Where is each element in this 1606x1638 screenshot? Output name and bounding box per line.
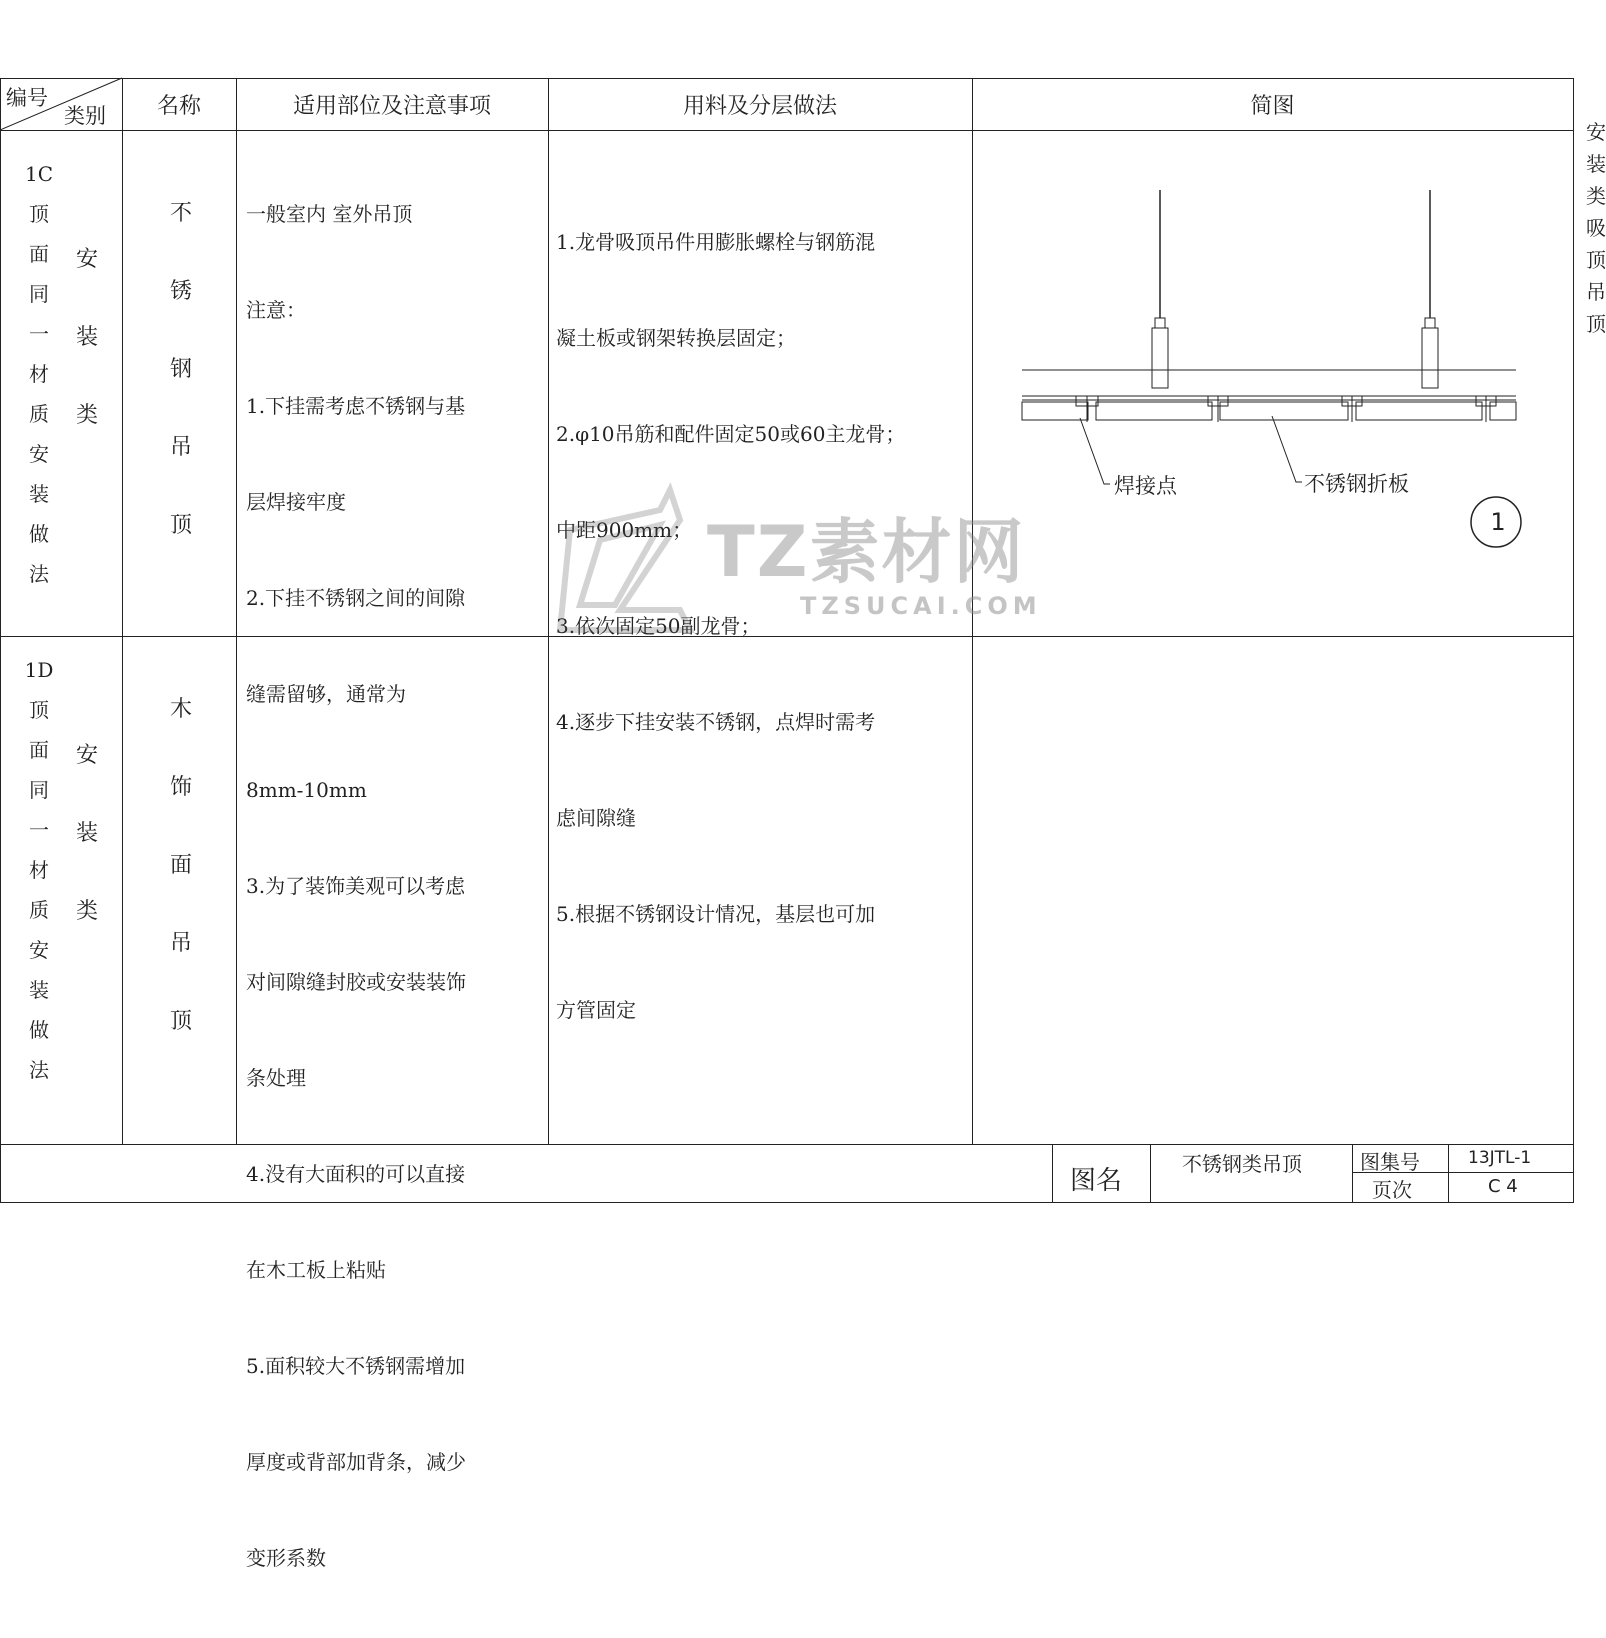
code-char: 安 (29, 442, 49, 466)
code-char: 顶 (29, 698, 49, 722)
code-char: 质 (29, 402, 49, 426)
side-char: 吊 (1586, 280, 1606, 304)
note-line: 厚度或背部加背条，减少 (246, 1450, 466, 1474)
row-name-1d (163, 692, 199, 1082)
code-char: 面 (29, 242, 49, 266)
row-code-1d (24, 650, 54, 1090)
ceiling-section-diagram (972, 130, 1572, 636)
title-block-atlas-label: 图集号 (1360, 1150, 1420, 1174)
scope-notes-1c (246, 134, 546, 1638)
step-line: 方管固定 (556, 998, 636, 1022)
code-char: 装 (29, 482, 49, 506)
note-line: 一般室内 室外吊顶 (246, 202, 413, 226)
sub-char: 类 (75, 403, 98, 428)
title-block-figure-name: 不锈钢类吊顶 (1182, 1152, 1302, 1176)
code-char: 同 (29, 282, 49, 306)
grid-line (1052, 1144, 1053, 1202)
grid-line (0, 1144, 1574, 1145)
name-char: 锈 (169, 279, 192, 304)
name-char: 木 (169, 697, 192, 722)
side-vertical-text (1586, 116, 1606, 340)
sub-char: 类 (75, 899, 98, 924)
note-line: 在木工板上粘贴 (246, 1258, 386, 1282)
code-char: 法 (29, 562, 49, 586)
note-line: 缝需留够，通常为 (246, 682, 406, 706)
name-char: 吊 (169, 931, 192, 956)
detail-index: 1 (1490, 508, 1506, 536)
grid-line (1150, 1144, 1151, 1202)
note-line: 3.为了装饰美观可以考虑 (246, 874, 466, 898)
side-char: 装 (1586, 152, 1606, 176)
side-char: 顶 (1586, 312, 1606, 336)
grid-line (548, 78, 549, 1144)
code-char: 同 (29, 778, 49, 802)
watermark-brand: TZ素材网 (707, 511, 1026, 593)
step-line: 5.根据不锈钢设计情况，基层也可加 (556, 902, 876, 926)
name-char: 吊 (169, 435, 192, 460)
step-line: 中距900mm； (556, 518, 693, 542)
code-char: 顶 (29, 202, 49, 226)
note-line: 注意： (246, 298, 306, 322)
code-char: 质 (29, 898, 49, 922)
name-char: 顶 (169, 1009, 192, 1034)
header-diagram: 简图 (1250, 93, 1295, 119)
grid-line (0, 1202, 1574, 1203)
code-char: 1D (24, 658, 54, 682)
sub-char: 装 (75, 821, 98, 846)
step-line: 2.φ10吊筋和配件固定50或60主龙骨； (556, 422, 906, 446)
code-char: 安 (29, 938, 49, 962)
grid-line (0, 78, 1, 1202)
title-block-figure-label: 图名 (1070, 1166, 1123, 1196)
name-char: 钢 (169, 357, 192, 382)
code-char: 做 (29, 522, 49, 546)
grid-line (1448, 1144, 1449, 1202)
step-line: 3.依次固定50副龙骨； (556, 614, 761, 638)
grid-line (236, 78, 237, 1144)
note-line: 1.下挂需考虑不锈钢与基 (246, 394, 466, 418)
side-char: 吸 (1586, 216, 1606, 240)
row-sub-1d (72, 738, 102, 972)
note-line: 对间隙缝封胶或安装装饰 (246, 970, 466, 994)
code-char: 1C (24, 162, 54, 186)
title-block-atlas-value: 13JTL-1 (1468, 1148, 1532, 1168)
grid-line (1573, 78, 1574, 1202)
drawing-sheet (0, 78, 1574, 1570)
name-char: 面 (169, 853, 192, 878)
side-char: 安 (1586, 120, 1606, 144)
header-method: 用料及分层做法 (682, 93, 837, 119)
code-char: 一 (29, 322, 49, 346)
title-block-page-label: 页次 (1372, 1178, 1412, 1202)
header-code: 编号 (6, 86, 48, 110)
sub-char: 安 (75, 743, 98, 768)
grid-line (122, 78, 123, 1144)
note-line: 层焊接牢度 (246, 490, 346, 514)
code-char: 装 (29, 978, 49, 1002)
note-line: 4.没有大面积的可以直接 (246, 1162, 466, 1186)
step-line: 凝土板或钢架转换层固定； (556, 326, 796, 350)
note-line: 2.下挂不锈钢之间的间隙 (246, 586, 466, 610)
step-line: 虑间隙缝 (556, 806, 636, 830)
side-char: 类 (1586, 184, 1606, 208)
side-char: 顶 (1586, 248, 1606, 272)
code-char: 材 (29, 362, 49, 386)
title-block-page-value: C 4 (1488, 1176, 1518, 1197)
sub-char: 装 (75, 325, 98, 350)
note-line: 条处理 (246, 1066, 306, 1090)
code-char: 材 (29, 858, 49, 882)
name-char: 顶 (169, 513, 192, 538)
step-line: 4.逐步下挂安装不锈钢，点焊时需考 (556, 710, 876, 734)
header-scope: 适用部位及注意事项 (292, 93, 491, 119)
header-category: 类别 (64, 104, 106, 128)
label-steel-panel: 不锈钢折板 (1304, 472, 1409, 496)
header-name: 名称 (156, 93, 201, 119)
code-char: 法 (29, 1058, 49, 1082)
row-sub-1c (72, 242, 102, 476)
code-char: 做 (29, 1018, 49, 1042)
note-line: 8mm-10mm (246, 778, 367, 802)
row-code-1c (24, 154, 54, 594)
note-line: 变形系数 (246, 1546, 326, 1570)
grid-line (1352, 1144, 1353, 1202)
row-name-1c (163, 196, 199, 586)
code-char: 一 (29, 818, 49, 842)
name-char: 不 (169, 201, 192, 226)
name-char: 饰 (169, 775, 192, 800)
sub-char: 安 (75, 247, 98, 272)
code-char: 面 (29, 738, 49, 762)
note-line: 5.面积较大不锈钢需增加 (246, 1354, 466, 1378)
watermark-url: TZSUCAI.COM (800, 592, 1042, 620)
step-line: 1.龙骨吸顶吊件用膨胀螺栓与钢筋混 (556, 230, 876, 254)
label-weld-point: 焊接点 (1114, 474, 1177, 498)
